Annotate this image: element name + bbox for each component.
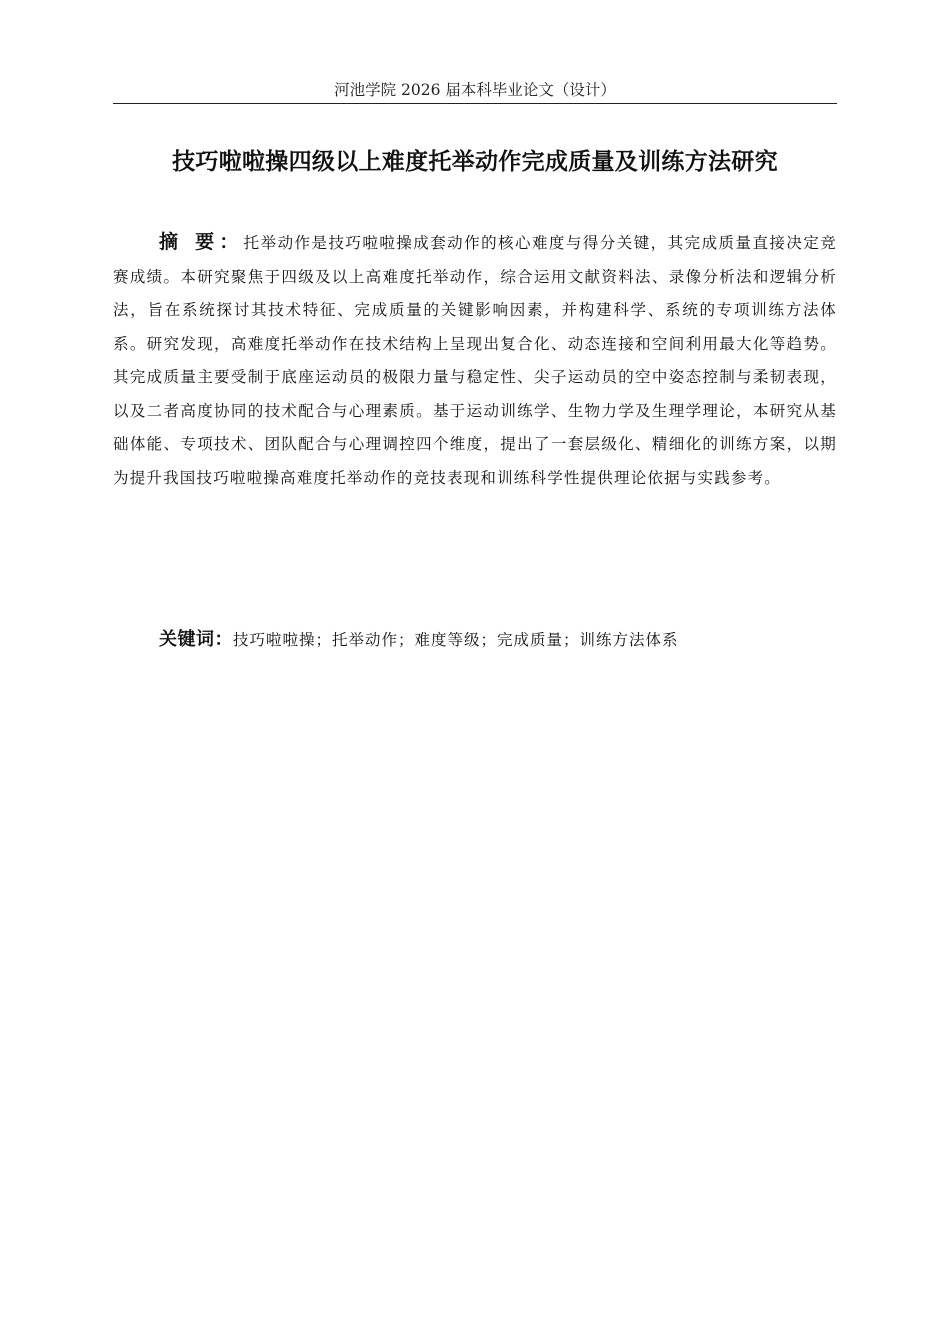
keywords-line [159,623,839,657]
keywords-text: 技巧啦啦操；托举动作；难度等级；完成质量；训练方法体系 [233,631,679,649]
header-divider [113,103,837,104]
abstract-text: 托举动作是技巧啦啦操成套动作的核心难度与得分关键，其完成质量直接决定竞赛成绩。本研究聚焦于四级及以上高难度托举动作，综合运用文献资料法、录像分析法和逻辑分析法，旨在系统探讨其技术特征、完成质量的关键影响因素，并构建科学、系统的专项训练方法体系。研究发现，高难度托举动作在技术结构上呈现出复合化、动态连接和空间利用最大化等趋势。其完成质量主要受制于底座运动员的极限力量与稳定性、尖子运动员的空中姿态控制与柔韧表现，以及二者高度协同的技术配合与心理素质。基于运动训练学、生物力学及生理学理论，本研究从基础体能、专项技术、团队配合与心理调控四个维度，提出了一套层级化、精细化的训练方案，以期为提升我国技巧啦啦操高难度托举动作的竞技表现和训练科学性提供理论依据与实践参考。 [113,234,837,487]
thesis-title: 技巧啦啦操四级以上难度托举动作完成质量及训练方法研究 [172,149,778,175]
keywords-label: 关键词： [159,629,233,650]
abstract-paragraph [113,226,837,495]
running-header: 河池学院 2026 届本科毕业论文（设计） [334,81,616,99]
abstract-label: 摘 要： [159,231,244,253]
